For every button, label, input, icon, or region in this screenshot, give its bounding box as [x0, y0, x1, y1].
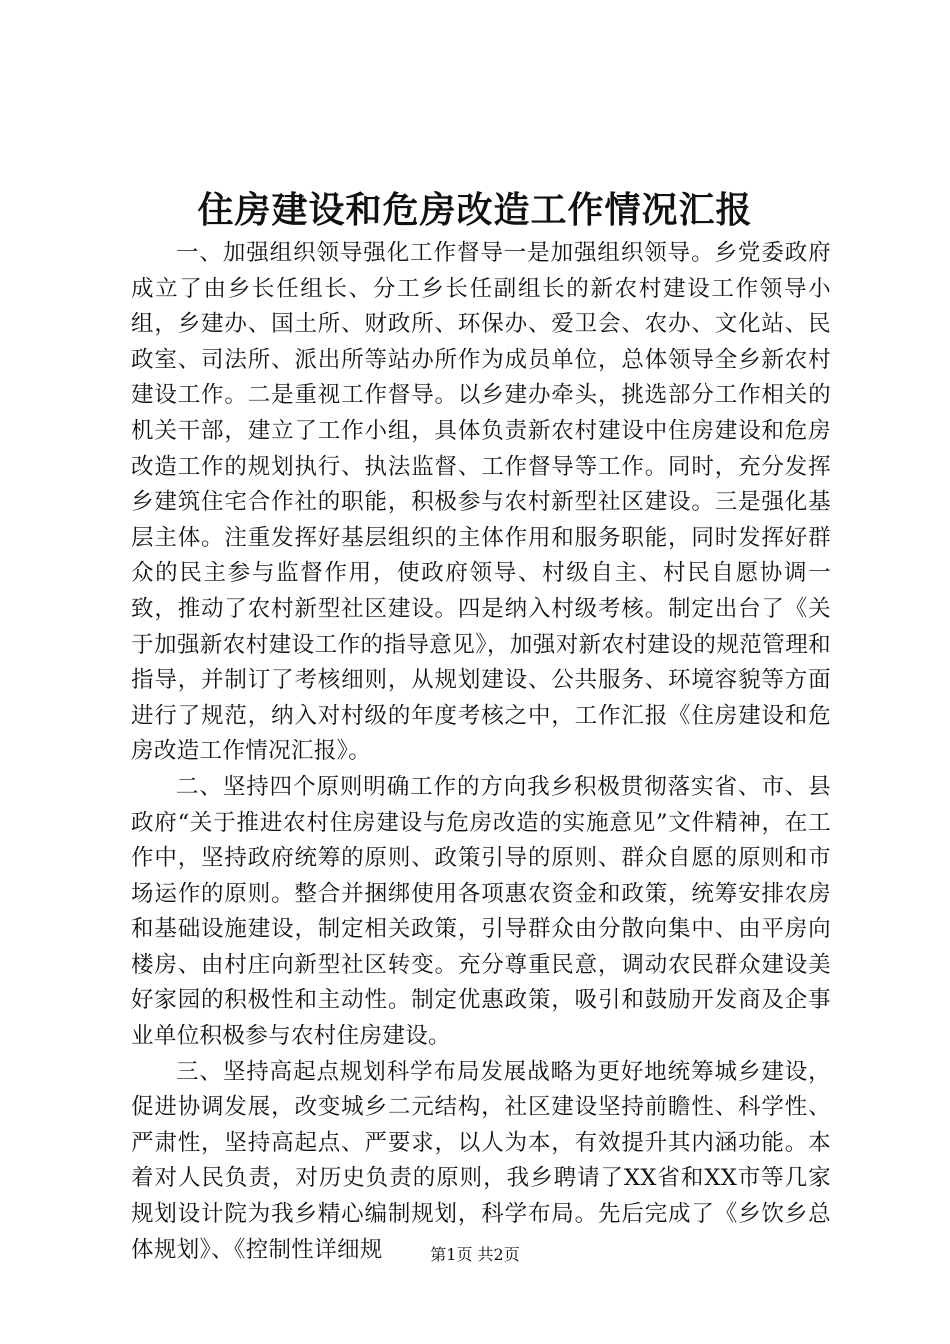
page-number: 第1页 共2页: [430, 1245, 520, 1264]
page-footer: [0, 1244, 950, 1266]
paragraph-1: 一、加强组织领导强化工作督导一是加强组织领导。乡党委政府成立了由乡长任组长、分工乡长任副组长的新农村建设工作领导小组，乡建办、国土所、财政所、环保办、爱卫会、农办、文化站、民政室、司法所、派出所等站办所作为成员单位，总体领导全乡新农村建设工作。二是重视工作督导。以乡建办牵头，挑选部分工作相关的机关干部，建立了工作小组，具体负责新农村建设中住房建设和危房改造工作的规划执行、执法监督、工作督导等工作。同时，充分发挥乡建筑住宅合作社的职能，积极参与农村新型社区建设。三是强化基层主体。注重发挥好基层组织的主体作用和服务职能，同时发挥好群众的民主参与监督作用，使政府领导、村级自主、村民自愿协调一致，推动了农村新型社区建设。四是纳入村级考核。制定出台了《关于加强新农村建设工作的指导意见》，加强对新农村建设的规范管理和指导，并制订了考核细则，从规划建设、公共服务、环境容貌等方面进行了规范，纳入对村级的年度考核之中，工作汇报《住房建设和危房改造工作情况汇报》。: [131, 240, 831, 765]
paragraph-3: 三、坚持高起点规划科学布局发展战略为更好地统筹城乡建设，促进协调发展，改变城乡二元结构，社区建设坚持前瞻性、科学性、严肃性，坚持高起点、严要求，以人为本，有效提升其内涵功能。本着对人民负责，对历史负责的原则，我乡聘请了XX省和XX市等几家规划设计院为我乡精心编制规划，科学布局。先后完成了《乡饮乡总体规划》、《控制性详细规: [131, 1058, 831, 1263]
document-body: [131, 236, 831, 1268]
page-title: 住房建设和危房改造工作情况汇报: [197, 189, 753, 231]
paragraph-2: 二、坚持四个原则明确工作的方向我乡积极贯彻落实省、市、县政府“关于推进农村住房建设与危房改造的实施意见”文件精神，在工作中，坚持政府统筹的原则、政策引导的原则、群众自愿的原则和市场运作的原则。整合并捆绑使用各项惠农资金和政策，统筹安排农房和基础设施建设，制定相关政策，引导群众由分散向集中、由平房向楼房、由村庄向新型社区转变。充分尊重民意，调动农民群众建设美好家园的积极性和主动性。制定优惠政策，吸引和鼓励开发商及企事业单位积极参与农村住房建设。: [131, 773, 831, 1050]
